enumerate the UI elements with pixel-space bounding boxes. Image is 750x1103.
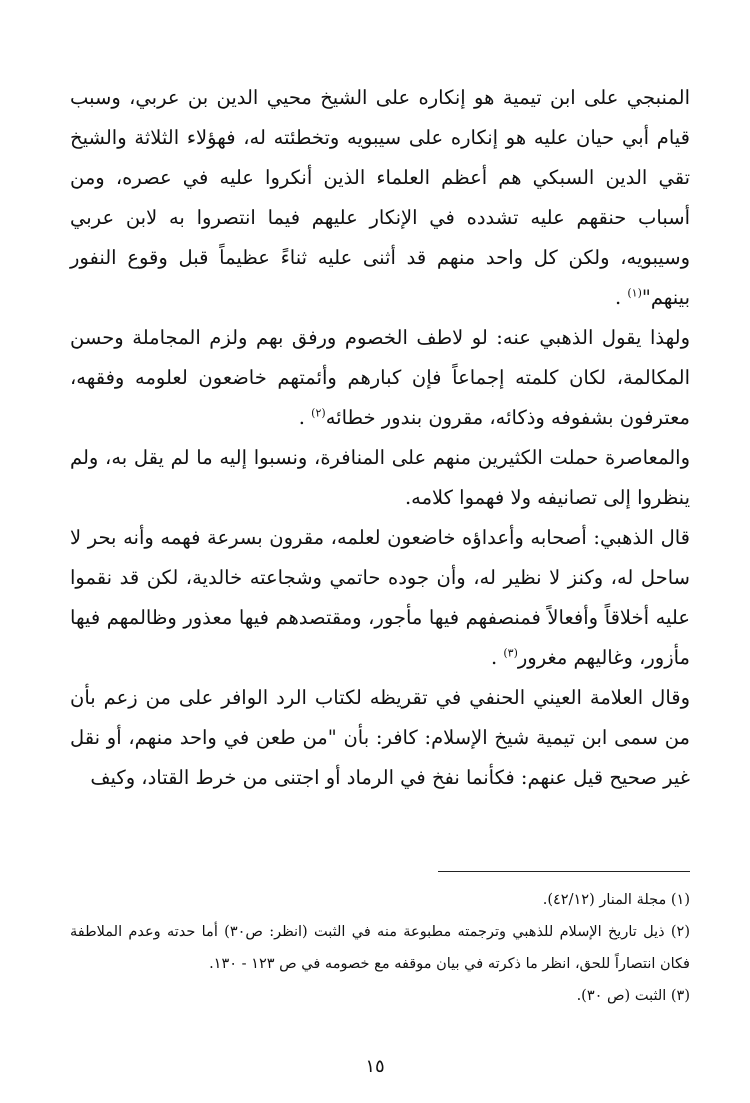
paragraph-2-end: . [298,406,312,429]
paragraph-4-text: قال الذهبي: أصحابه وأعداؤه خاضعون لعلمه، مقرون بسرعة فهمه وأنه بحر لا ساحل له، وكنز لا نظير له، وأن جوده حاتمي وشجاعته خالدية، لكن قد نقموا عليه أخلاقاً وأفعالاً فمنصفهم فيها مأجور، ومقتصدهم فيها معذور وظالمهم فيها مأزور، وغاليهم مغرور [70,526,690,669]
paragraph-3-text: والمعاصرة حملت الكثيرين منهم على المنافرة، ونسبوا إليه ما لم يقل به، ولم ينظروا إلى تصانيفه ولا فهموا كلامه. [70,446,690,509]
paragraph-1-text: المنبجي على ابن تيمية هو إنكاره على الشيخ محيي الدين بن عربي، وسبب قيام أبي حيان عليه هو إنكاره على سيبويه وتخطئته له، فهؤلاء الثلاثة والشيخ تقي الدين السبكي هم أعظم العلماء الذين أنكروا عليه في عصره، ومن أسباب حنقهم عليه تشدده في الإنكار عليهم فيما انتصروا به لابن عربي وسيبويه، ولكن كل واحد منهم قد أثنى عليه ثناءً عظيماً قبل وقوع النفور بينهم" [70,86,690,309]
paragraph-5 [70,678,690,798]
footnote-2: (٢) ذيل تاريخ الإسلام للذهبي وترجمته مطبوعة منه في الثبت (انظر: ص٣٠) أما حدته وعدم الملاطفة فكان انتصاراً للحق، انظر ما ذكرته في بيان موقفه مع خصومه في ص ١٢٣ - ١٣٠. [70,924,690,972]
page-number: ١٥ [365,1056,385,1077]
paragraph-5-text: وقال العلامة العيني الحنفي في تقريظه لكتاب الرد الوافر على من زعم بأن من سمى ابن تيمية شيخ الإسلام: كافر: بأن "من طعن في واحد منهم، أو نقل غير صحيح قيل عنهم: فكأنما نفخ في الرماد أو اجتنى من خرط القتاد، وكيف [70,686,690,789]
paragraph-2 [70,318,690,438]
footnote-ref-3: (٣) [503,646,518,660]
footnote-ref-2: (٢) [311,406,326,420]
paragraph-4-end: . [490,646,504,669]
footnote-separator [438,871,690,872]
body-text [70,78,690,798]
footnote-ref-1: (١) [627,286,642,300]
paragraph-3 [70,438,690,518]
paragraph-1-end: . [614,286,628,309]
footnotes [70,884,690,1012]
paragraph-4 [70,518,690,678]
footnote-1: (١) مجلة المنار (٤٢/١٢). [542,892,690,908]
paragraph-2-text: ولهذا يقول الذهبي عنه: لو لاطف الخصوم ورفق بهم ولزم المجاملة وحسن المكالمة، لكان كلمته إجماعاً فإن كبارهم وأئمتهم خاضعون لعلومه وفقهه، معترفون بشفوفه وذكائه، مقرون بندور خطائه [70,326,690,429]
footnote-3: (٣) الثبت (ص ٣٠). [576,988,690,1004]
paragraph-1 [70,78,690,318]
